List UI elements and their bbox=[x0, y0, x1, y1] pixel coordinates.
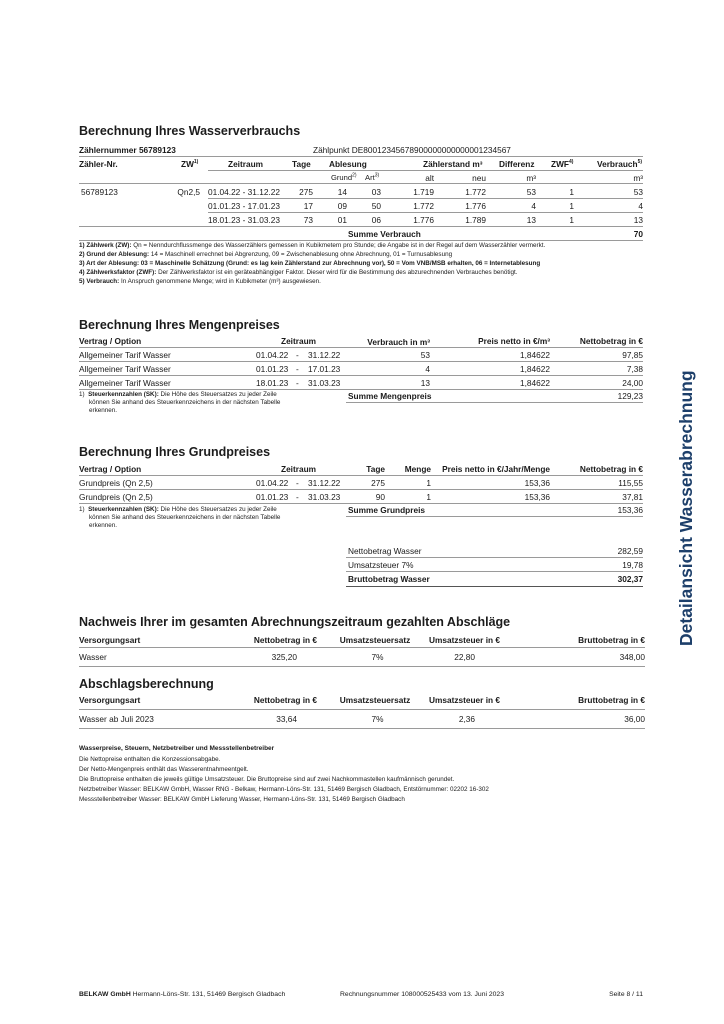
cell-differenz: 4 bbox=[531, 201, 536, 211]
cell-differenz: 53 bbox=[526, 187, 536, 197]
cell-alt: 1.772 bbox=[413, 201, 434, 211]
divider bbox=[79, 503, 643, 504]
header-zeitraum: Zeitraum bbox=[281, 464, 317, 474]
divider bbox=[346, 402, 643, 403]
cell-zwf: 1 bbox=[569, 215, 574, 225]
header-umsatzsteuer: Umsatzsteuer in € bbox=[428, 635, 500, 645]
cell-von: 01.04.22 bbox=[256, 350, 289, 360]
summe-grundpreis-value: 153,36 bbox=[617, 505, 643, 515]
footnote-grund: 2) Grund der Ablesung: 14 = Maschinell errechnet bei Abgrenzung, 09 = Zwischenablesung ohne Abrechnung, 01 = Turnusablesung bbox=[79, 251, 453, 258]
bruttobetrag-wasser-value: 302,37 bbox=[617, 574, 643, 584]
summe-verbrauch-label: Summe Verbrauch bbox=[348, 229, 421, 239]
notes-line: Die Bruttopreise enthalten die jeweils gültige Umsatzsteuer. Die Bruttopreise sind auf zwei Nachkommastellen kaufmännisch gerundet. bbox=[79, 776, 455, 783]
cell-sep: - bbox=[296, 478, 299, 488]
header-umsatzsteuersatz: Umsatzsteuersatz bbox=[339, 695, 411, 705]
footnote-art: 3) Art der Ablesung: 03 = Maschinelle Schätzung (Grund: es lag kein Zählerstand zur Abrechnung vor), 50 = Vom VNB/MSB erhalten, 06 = Internetablesung bbox=[79, 260, 541, 267]
notes-line: Die Nettopreise enthalten die Konzessionsabgabe. bbox=[79, 756, 221, 763]
header-verbrauch: Verbrauch$^{5)}$ bbox=[597, 159, 643, 169]
cell-versorgungsart: Wasser bbox=[79, 652, 107, 662]
cell-verbrauch: 4 bbox=[425, 364, 430, 374]
cell-vertrag: Allgemeiner Tarif Wasser bbox=[79, 364, 171, 374]
nettobetrag-wasser-label: Nettobetrag Wasser bbox=[348, 546, 422, 556]
zaehlpunkt: Zählpunkt DE80012345678900000000000001234567 bbox=[313, 145, 511, 155]
header-alt: alt bbox=[425, 173, 434, 183]
header-tage: Tage bbox=[292, 159, 311, 169]
divider bbox=[346, 516, 643, 517]
cell-nettobetrag: 33,64 bbox=[276, 714, 297, 724]
cell-sep: - bbox=[296, 364, 299, 374]
cell-vertrag: Allgemeiner Tarif Wasser bbox=[79, 350, 171, 360]
cell-zeitraum: 01.04.22 - 31.12.22 bbox=[208, 187, 280, 197]
divider bbox=[79, 475, 643, 476]
cell-verbrauch: 53 bbox=[420, 350, 430, 360]
cell-zeitraum: 01.01.23 - 17.01.23 bbox=[208, 201, 280, 211]
header-bruttobetrag: Bruttobetrag in € bbox=[578, 695, 645, 705]
cell-nettobetrag: 115,55 bbox=[618, 478, 643, 488]
header-zw: ZW$^{1)}$ bbox=[181, 159, 199, 169]
cell-bis: 31.12.22 bbox=[308, 350, 341, 360]
cell-differenz: 13 bbox=[526, 215, 536, 225]
summe-verbrauch-value: 70 bbox=[633, 229, 643, 239]
divider bbox=[346, 571, 643, 572]
cell-umsatzsteuersatz: 7% bbox=[371, 714, 384, 724]
cell-nettobetrag: 325,20 bbox=[271, 652, 297, 662]
cell-tage: 17 bbox=[303, 201, 313, 211]
divider bbox=[208, 170, 643, 171]
cell-versorgungsart: Wasser ab Juli 2023 bbox=[79, 714, 154, 724]
cell-von: 01.04.22 bbox=[256, 478, 289, 488]
header-differenz: Differenz bbox=[499, 159, 535, 169]
header-m3-verbrauch: m³ bbox=[633, 173, 643, 183]
header-preis: Preis netto in €/Jahr/Menge bbox=[442, 464, 550, 474]
divider bbox=[79, 389, 643, 390]
divider bbox=[79, 183, 643, 184]
footnote-zwf: 4) Zählwerksfaktor (ZWF): Der Zählwerksfaktor ist ein geräteabhängiger Faktor. Dieser wird für die Bestimmung des abzurechnenden Verbrauches benötigt. bbox=[79, 269, 518, 276]
divider bbox=[208, 198, 643, 199]
cell-art: 06 bbox=[371, 215, 381, 225]
cell-preis: 1,84622 bbox=[520, 350, 550, 360]
cell-grund: 09 bbox=[337, 201, 347, 211]
cell-bruttobetrag: 348,00 bbox=[619, 652, 645, 662]
header-nettobetrag: Nettobetrag in € bbox=[579, 464, 643, 474]
cell-verbrauch: 4 bbox=[638, 201, 643, 211]
header-nettobetrag: Nettobetrag in € bbox=[253, 695, 317, 705]
cell-alt: 1.719 bbox=[413, 187, 434, 197]
cell-sep: - bbox=[296, 350, 299, 360]
footer-rechnungsnummer: Rechnungsnummer 108000525433 vom 13. Juni 2023 bbox=[340, 991, 504, 998]
side-title: Detailansicht Wasserabrechnung bbox=[676, 370, 696, 646]
footnote-steuerkennzahlen-line2: können Sie anhand des Steuerkennzeichens in der nächsten Tabelle bbox=[89, 399, 281, 406]
cell-nettobetrag: 7,38 bbox=[626, 364, 643, 374]
nettobetrag-wasser-value: 282,59 bbox=[617, 546, 643, 556]
cell-bis: 31.03.23 bbox=[308, 378, 341, 388]
header-art: Art$^{3)}$ bbox=[365, 172, 380, 182]
cell-neu: 1.776 bbox=[465, 201, 486, 211]
header-nettobetrag: Nettobetrag in € bbox=[253, 635, 317, 645]
cell-bis: 17.01.23 bbox=[308, 364, 341, 374]
divider bbox=[79, 728, 645, 729]
divider bbox=[79, 361, 643, 362]
footnote-steuerkennzahlen: 1) Steuerkennzahlen (SK): Die Höhe des Steuersatzes zu jeder Zeile bbox=[79, 506, 277, 513]
divider bbox=[79, 347, 643, 348]
cell-vertrag: Grundpreis (Qn 2,5) bbox=[79, 492, 153, 502]
bruttobetrag-wasser-label: Bruttobetrag Wasser bbox=[348, 574, 430, 584]
divider bbox=[79, 709, 645, 710]
cell-verbrauch: 13 bbox=[633, 215, 643, 225]
summe-mengenpreis-label: Summe Mengenpreis bbox=[348, 391, 432, 401]
header-bruttobetrag: Bruttobetrag in € bbox=[578, 635, 645, 645]
section-title-grundpreis: Berechnung Ihres Grundpreises bbox=[79, 445, 271, 459]
divider bbox=[79, 647, 645, 648]
cell-umsatzsteuer: 22,80 bbox=[454, 652, 475, 662]
cell-tage: 90 bbox=[375, 492, 385, 502]
cell-sep: - bbox=[296, 378, 299, 388]
cell-umsatzsteuersatz: 7% bbox=[371, 652, 384, 662]
cell-zw: Qn2,5 bbox=[177, 187, 200, 197]
cell-menge: 1 bbox=[426, 478, 431, 488]
cell-tage: 275 bbox=[371, 478, 385, 488]
divider bbox=[79, 240, 643, 241]
notes-line: Der Netto-Mengenpreis enthält das Wasserentnahmeentgelt. bbox=[79, 766, 249, 773]
cell-von: 01.01.23 bbox=[256, 492, 289, 502]
cell-vertrag: Grundpreis (Qn 2,5) bbox=[79, 478, 153, 488]
header-tage: Tage bbox=[366, 464, 385, 474]
header-menge: Menge bbox=[404, 464, 431, 474]
footer-seite: Seite 8 / 11 bbox=[609, 991, 643, 998]
section-title-abschlaege: Nachweis Ihrer im gesamten Abrechnungszeitraum gezahlten Abschläge bbox=[79, 615, 511, 629]
divider bbox=[79, 489, 643, 490]
cell-vertrag: Allgemeiner Tarif Wasser bbox=[79, 378, 171, 388]
cell-menge: 1 bbox=[426, 492, 431, 502]
cell-grund: 01 bbox=[337, 215, 347, 225]
section-title-mengenpreis: Berechnung Ihres Mengenpreises bbox=[79, 318, 280, 332]
header-umsatzsteuersatz: Umsatzsteuersatz bbox=[339, 635, 411, 645]
cell-art: 50 bbox=[371, 201, 381, 211]
cell-bruttobetrag: 36,00 bbox=[624, 714, 645, 724]
cell-bis: 31.03.23 bbox=[308, 492, 341, 502]
cell-zwf: 1 bbox=[569, 201, 574, 211]
cell-preis: 1,84622 bbox=[520, 364, 550, 374]
divider bbox=[79, 666, 645, 667]
umsatzsteuer-label: Umsatzsteuer 7% bbox=[348, 560, 414, 570]
cell-nettobetrag: 97,85 bbox=[622, 350, 643, 360]
divider bbox=[346, 557, 643, 558]
header-umsatzsteuer: Umsatzsteuer in € bbox=[428, 695, 500, 705]
header-versorgungsart: Versorgungsart bbox=[79, 635, 141, 645]
umsatzsteuer-value: 19,78 bbox=[622, 560, 643, 570]
header-zaehlerstand: Zählerstand m³ bbox=[423, 159, 483, 169]
cell-preis: 153,36 bbox=[524, 478, 550, 488]
footer-company: BELKAW GmbH Hermann-Löns-Str. 131, 51469 Bergisch Gladbach bbox=[79, 991, 286, 998]
header-zwf: ZWF$^{4)}$ bbox=[551, 159, 574, 169]
cell-verbrauch: 53 bbox=[633, 187, 643, 197]
header-zaehler-nr: Zähler-Nr. bbox=[79, 159, 118, 169]
cell-bis: 31.12.22 bbox=[308, 478, 341, 488]
cell-tage: 73 bbox=[303, 215, 313, 225]
cell-umsatzsteuer: 2,36 bbox=[458, 714, 475, 724]
divider bbox=[208, 212, 643, 213]
cell-von: 18.01.23 bbox=[256, 378, 289, 388]
cell-nettobetrag: 37,81 bbox=[622, 492, 643, 502]
cell-neu: 1.789 bbox=[465, 215, 486, 225]
divider bbox=[79, 375, 643, 376]
notes-title: Wasserpreise, Steuern, Netzbetreiber und Messstellenbetreiber bbox=[79, 745, 275, 752]
footnote-steuerkennzahlen-line2: können Sie anhand des Steuerkennzeichens in der nächsten Tabelle bbox=[89, 514, 281, 521]
footnote-steuerkennzahlen-line3: erkennen. bbox=[89, 522, 118, 529]
cell-verbrauch: 13 bbox=[420, 378, 430, 388]
cell-preis: 1,84622 bbox=[520, 378, 550, 388]
cell-grund: 14 bbox=[337, 187, 347, 197]
divider bbox=[79, 226, 643, 227]
cell-von: 01.01.23 bbox=[256, 364, 289, 374]
header-grund: Grund$^{2)}$ bbox=[331, 172, 357, 182]
cell-nettobetrag: 24,00 bbox=[622, 378, 643, 388]
summe-grundpreis-label: Summe Grundpreis bbox=[348, 505, 425, 515]
cell-zaehler-nr: 56789123 bbox=[81, 187, 118, 197]
zaehlernummer: Zählernummer 56789123 bbox=[79, 145, 176, 155]
header-vertrag: Vertrag / Option bbox=[79, 464, 142, 474]
header-vertrag: Vertrag / Option bbox=[79, 336, 142, 346]
cell-preis: 153,36 bbox=[524, 492, 550, 502]
cell-neu: 1.772 bbox=[465, 187, 486, 197]
header-zeitraum: Zeitraum bbox=[228, 159, 264, 169]
cell-art: 03 bbox=[371, 187, 381, 197]
header-m3-diff: m³ bbox=[526, 173, 536, 183]
section-title-abschlagsberechnung: Abschlagsberechnung bbox=[79, 677, 214, 691]
header-verbrauch: Verbrauch in m³ bbox=[367, 337, 430, 347]
cell-tage: 275 bbox=[299, 187, 313, 197]
section-title-verbrauch: Berechnung Ihres Wasserverbrauchs bbox=[79, 124, 301, 138]
cell-zwf: 1 bbox=[569, 187, 574, 197]
header-zeitraum: Zeitraum bbox=[281, 336, 317, 346]
header-neu: neu bbox=[472, 173, 486, 183]
footnote-verbrauch: 5) Verbrauch: In Anspruch genommene Menge; wird in Kubikmeter (m³) ausgewiesen. bbox=[79, 278, 321, 285]
cell-alt: 1.776 bbox=[413, 215, 434, 225]
footnote-steuerkennzahlen-line3: erkennen. bbox=[89, 407, 118, 414]
cell-sep: - bbox=[296, 492, 299, 502]
header-ablesung: Ablesung bbox=[329, 159, 367, 169]
divider bbox=[346, 586, 643, 587]
summe-mengenpreis-value: 129,23 bbox=[617, 391, 643, 401]
header-versorgungsart: Versorgungsart bbox=[79, 695, 141, 705]
notes-line: Netzbetreiber Wasser: BELKAW GmbH, Wasser RNG - Belkaw, Hermann-Löns-Str. 131, 51469 Bergisch Gladbach, Entstörnummer: 02202 16-302 bbox=[79, 786, 489, 793]
footnote-steuerkennzahlen: 1) Steuerkennzahlen (SK): Die Höhe des Steuersatzes zu jeder Zeile bbox=[79, 391, 277, 398]
notes-line: Messstellenbetreiber Wasser: BELKAW GmbH Lieferung Wasser, Hermann-Löns-Str. 131, 51469 Bergisch Gladbach bbox=[79, 796, 405, 803]
header-preis: Preis netto in €/m³ bbox=[478, 336, 550, 346]
header-nettobetrag: Nettobetrag in € bbox=[579, 336, 643, 346]
cell-zeitraum: 18.01.23 - 31.03.23 bbox=[208, 215, 280, 225]
divider bbox=[79, 156, 643, 157]
footnote-zw: 1) Zählwerk (ZW): Qn = Nenndurchflussmenge des Wasserzählers gemessen in Kubikmetern pro Stunde; die Angabe ist in der Regel auf dem Wasserzähler vermerkt. bbox=[79, 242, 546, 249]
